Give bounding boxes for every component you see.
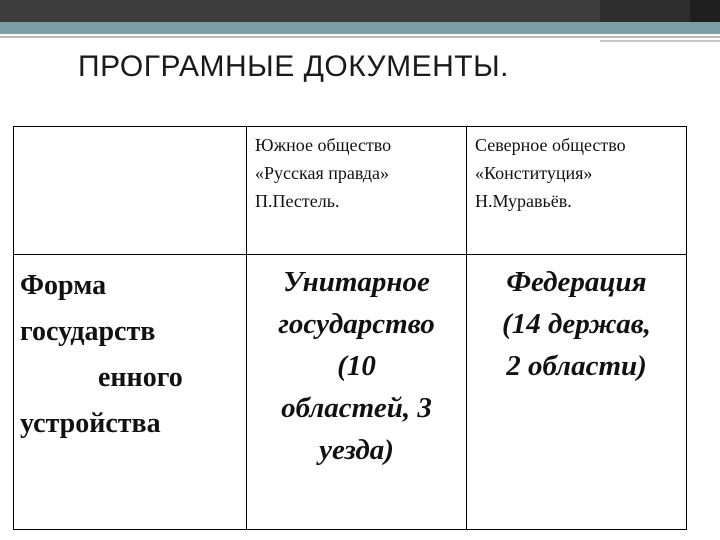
row-label-line: устройства bbox=[20, 408, 161, 439]
south-author: П.Пестель. bbox=[255, 191, 340, 211]
north-author: Н.Муравьёв. bbox=[475, 191, 572, 211]
south-value-line: (10 bbox=[337, 350, 376, 382]
north-value-line: (14 держав, bbox=[502, 308, 651, 340]
top-light-line-short bbox=[600, 40, 720, 42]
row-label-line: енного bbox=[98, 362, 183, 393]
top-dark-bar-stub bbox=[690, 0, 720, 22]
top-teal-bar bbox=[0, 22, 720, 34]
south-value-cell bbox=[247, 255, 467, 530]
row-label-cell bbox=[14, 255, 247, 530]
south-value-line: областей, 3 bbox=[281, 392, 432, 424]
north-society-name: Северное общество bbox=[475, 135, 626, 155]
header-south-society bbox=[247, 127, 467, 255]
north-value-cell bbox=[467, 255, 687, 530]
table-header-row bbox=[14, 127, 687, 255]
north-value-line: 2 области) bbox=[506, 350, 647, 382]
north-document-name: «Конституция» bbox=[475, 163, 593, 183]
south-value-line: государство bbox=[278, 308, 435, 340]
row-label-line: Форма bbox=[20, 270, 107, 301]
south-document-name: «Русская правда» bbox=[255, 163, 390, 183]
table-row-government-form bbox=[14, 255, 687, 530]
top-light-line bbox=[0, 36, 720, 38]
row-label-line: государств bbox=[20, 316, 156, 347]
documents-table bbox=[13, 126, 687, 530]
south-society-name: Южное общество bbox=[255, 135, 392, 155]
header-north-society bbox=[467, 127, 687, 255]
south-value-line: уезда) bbox=[319, 434, 394, 466]
north-value-line: Федерация bbox=[506, 266, 647, 298]
header-empty-cell bbox=[14, 127, 247, 255]
slide-title: ПРОГРАМНЫЕ ДОКУМЕНТЫ. bbox=[78, 50, 509, 83]
south-value-line: Унитарное bbox=[283, 266, 430, 298]
